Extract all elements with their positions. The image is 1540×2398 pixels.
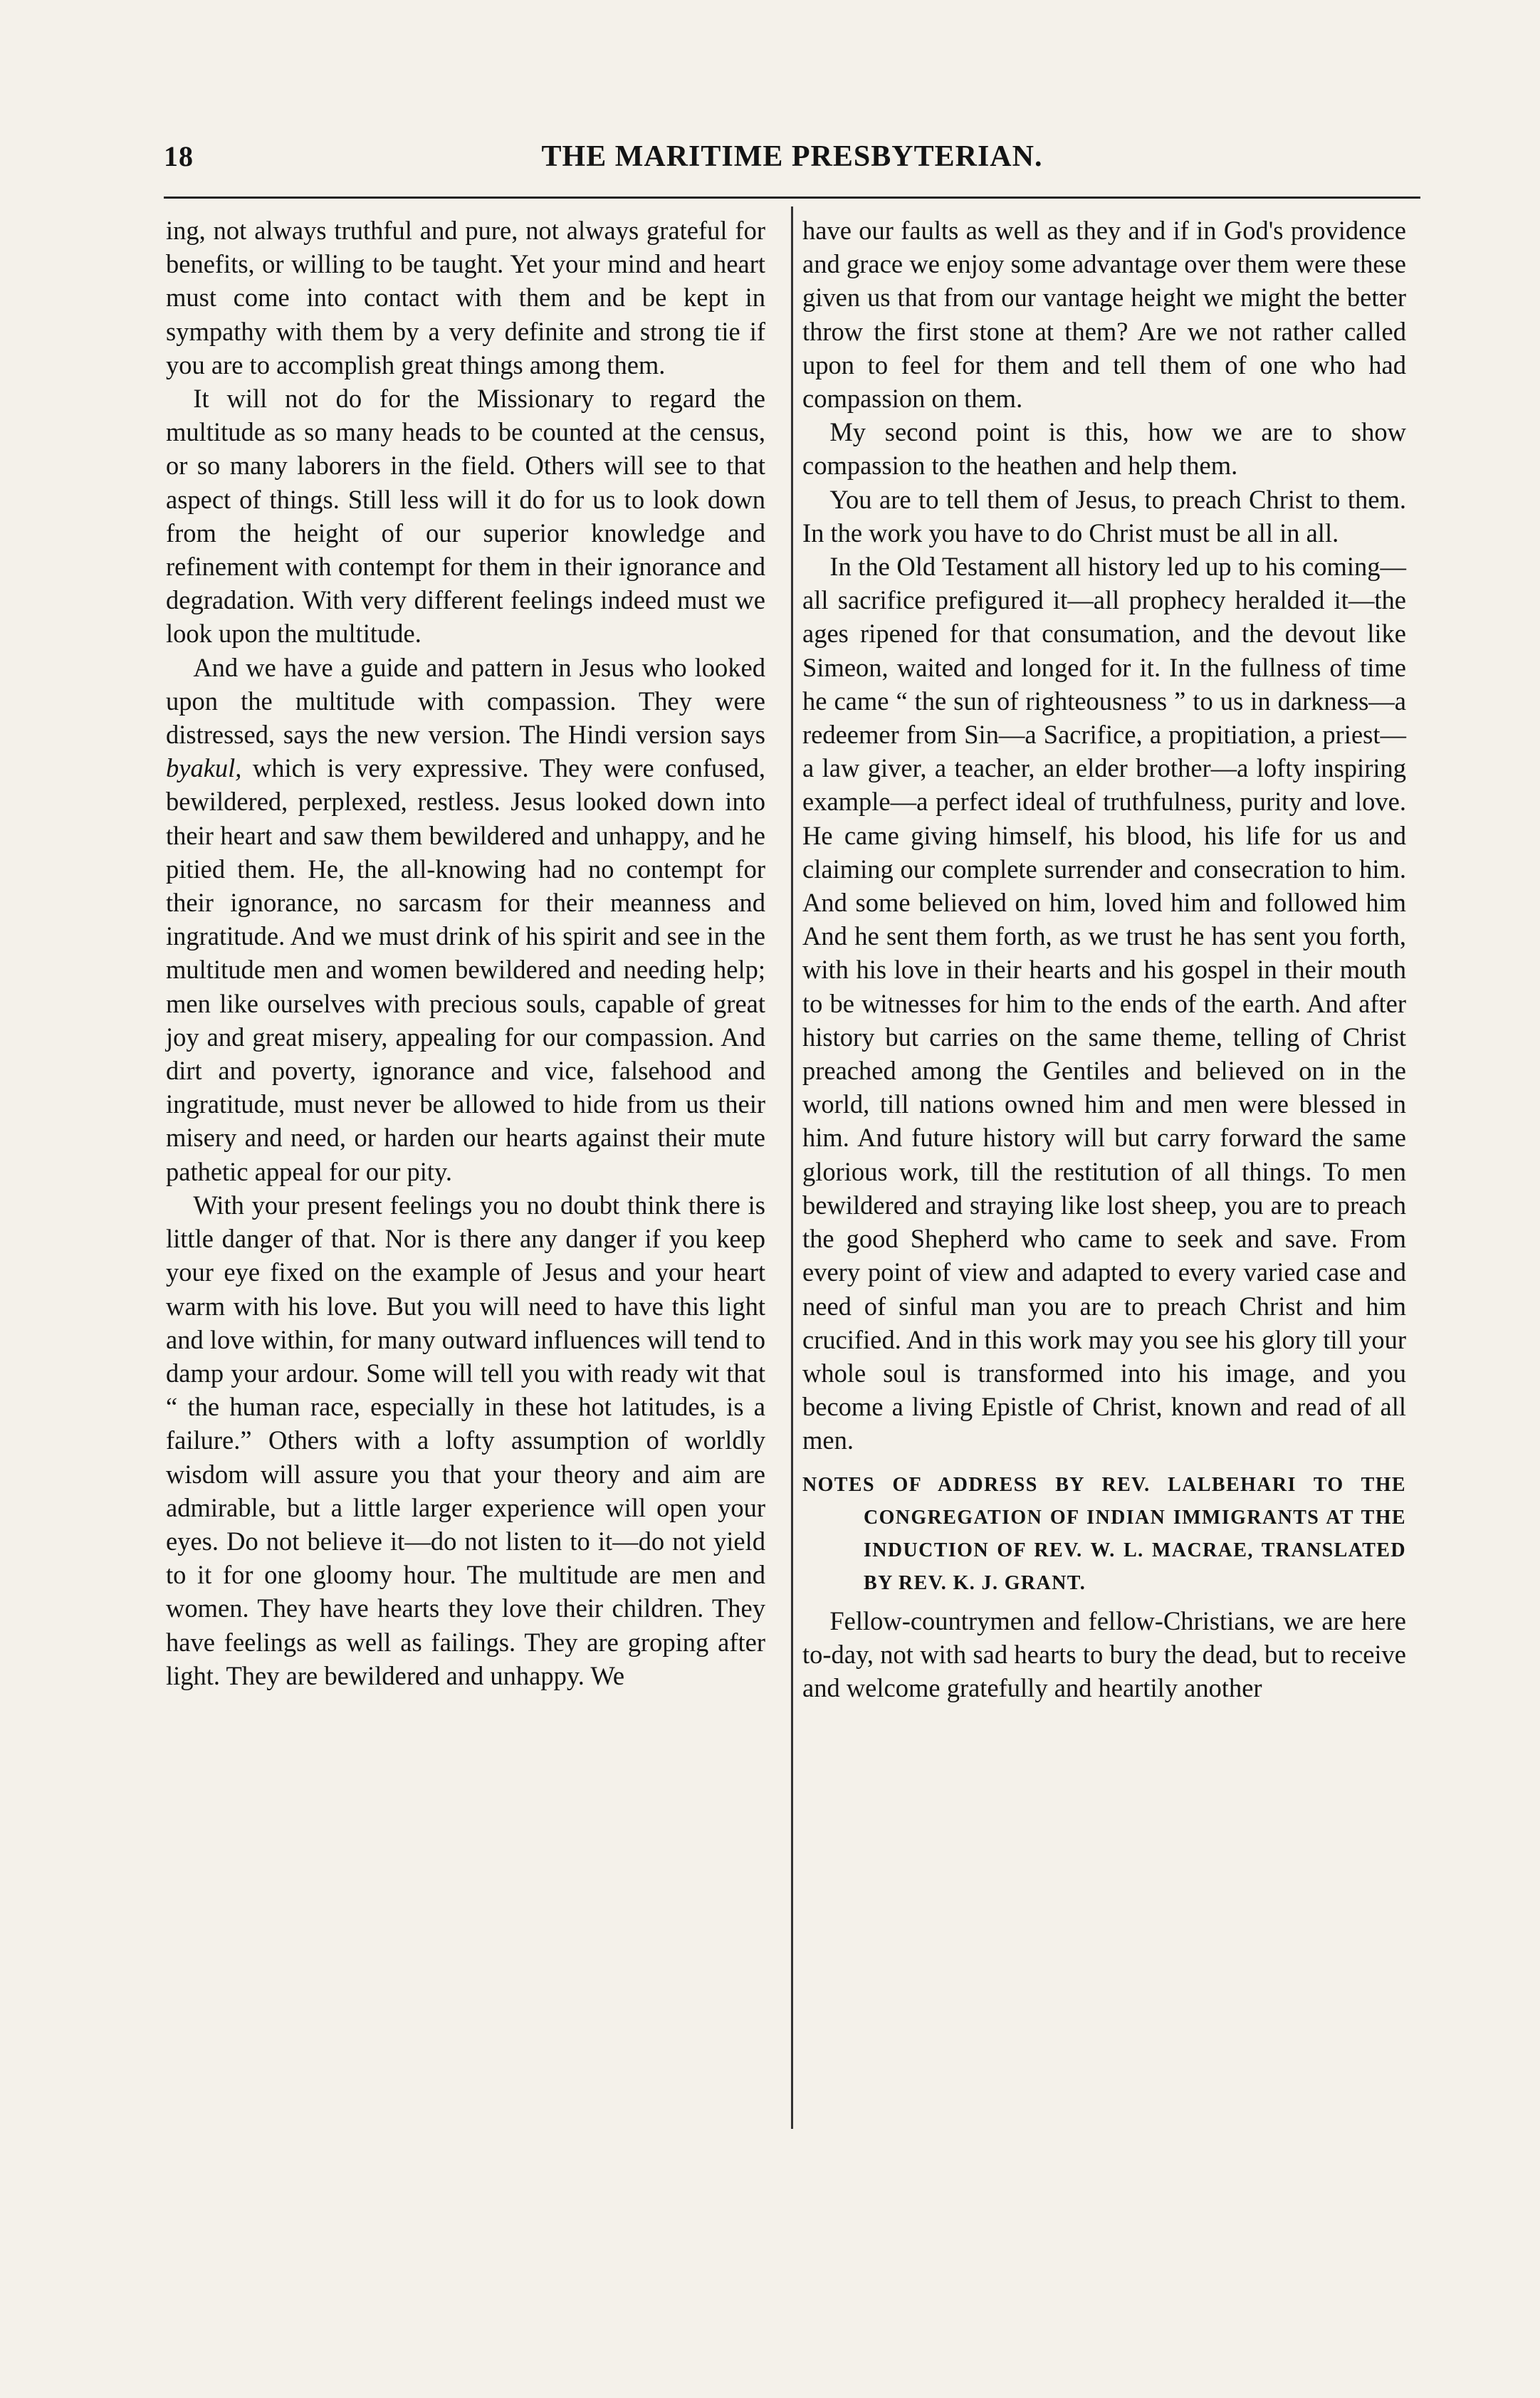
page-header (164, 140, 1420, 189)
paragraph: In the Old Testament all history led up to his coming—all sacrifice prefigured it—all prophecy heralded it—the ages ripened for that consumation, and the devout like Simeon, waited and longed for it. In the fullness of time he came “ the sun of righteousness ” to us in darkness—a redeemer from Sin—a Sacrifice, a propitiation, a priest—a law giver, a teacher, an elder brother—a lofty inspiring example—a perfect ideal of truthfulness, purity and love. He came giving himself, his blood, his life for us and claiming our complete surrender and consecration to him. And some believed on him, loved him and followed him And he sent them forth, as we trust he has sent you forth, with his love in their hearts and his gospel in their mouth to be witnesses for him to the ends of the earth. And after history but carries on the same theme, telling of Christ preached among the Gentiles and believed on in the world, till nations owned him and men were blessed in him. And future history will but carry forward the same glorious work, till the restitution of all things. To men bewildered and straying like lost sheep, you are to preach the good Shepherd who came to seek and save. From every point of view and adapted to every varied case and need of sinful man you are to preach Christ and him crucified. And in this work may you see his glory till your whole soul is transformed into his image, and you become a living Epistle of Christ, known and read of all men. (802, 552, 1406, 1455)
page-number: 18 (164, 140, 194, 172)
header-rule (164, 197, 1420, 199)
paragraph: Fellow-countrymen and fellow-Christians, we are here to-day, not with sad hearts to bury the dead, but to receive and welcome gratefully and heartily another (802, 1606, 1406, 1702)
journal-title: THE MARITIME PRESBYTERIAN. (541, 140, 1043, 173)
left-column (166, 214, 765, 1692)
paragraph: My second point is this, how we are to show compassion to the heathen and help them. (802, 417, 1406, 481)
paragraph: It will not do for the Missionary to regard the multitude as so many heads to be counted at the census, or so many laborers in the field. Others will see to that aspect of things. Still less will it do for us to look down from the height of our superior knowledge and refinement with contempt for them in their ignorance and degradation. With very different feelings indeed must we look upon the multitude. (166, 384, 765, 649)
hindi-word: byakul, (166, 753, 242, 783)
paragraph: With your present feelings you no doubt think there is little danger of that. Nor is there any danger if you keep your eye fixed on the example of Jesus and your heart warm with his love. But you will need to have this light and love within, for many outward influences will tend to damp your ardour. Some will tell you with ready wit that “ the human race, especially in these hot latitudes, is a failure.” Others with a lofty assumption of worldly wisdom will assure you that your theory and aim are admirable, but a little larger experience will open your eyes. Do not believe it—do not listen to it—do not yield to it for one gloomy hour. The multitude are men and women. They have hearts they love their children. They have feelings as well as failings. They are groping after light. They are bewildered and unhappy. We (166, 1190, 765, 1690)
right-column (802, 214, 1406, 1705)
paragraph-text: which is very expressive. They were confused, bewildered, perplexed, restless. Jesus looked down into their heart and saw them bewildered and unhappy, and he pitied them. He, the all-knowing had no contempt for their ignorance, no sarcasm for their meanness and ingratitude. And we must drink of his spirit and see in the multitude men and women bewildered and needing help; men like ourselves with precious souls, capable of great joy and great misery, appealing for our compassion. And dirt and poverty, ignorance and vice, falsehood and ingratitude, must never be allowed to hide from us their misery and need, or harden our hearts against their mute pathetic appeal for our pity. (166, 753, 766, 1186)
paragraph-text: And we have a guide and pattern in Jesus who looked upon the multitude with compassion. They were distressed, says the new version. The Hindi version says (166, 652, 765, 750)
section-heading: NOTES OF ADDRESS BY REV. LALBEHARI TO THE CONGREGATION OF INDIAN IMMIGRANTS AT THE INDUCTION OF REV. W. L. MACRAE, TRANSLATED BY REV. K. J. GRANT. (802, 1473, 1406, 1594)
column-divider (791, 206, 793, 2129)
paragraph: ing, not always truthful and pure, not always grateful for benefits, or willing to be taught. Yet your mind and heart must come into contact with them and be kept in sympathy with them by a very definite and strong tie if you are to accomplish great things among them. (166, 216, 765, 379)
paragraph (166, 651, 765, 1188)
paragraph: have our faults as well as they and if in God's providence and grace we enjoy some advantage over them were these given us that from our vantage height we might the better throw the first stone at them? Are we not rather called upon to feel for them and tell them of one who had compassion on them. (802, 216, 1406, 414)
paragraph: You are to tell them of Jesus, to preach Christ to them. In the work you have to do Christ must be all in all. (802, 484, 1406, 548)
